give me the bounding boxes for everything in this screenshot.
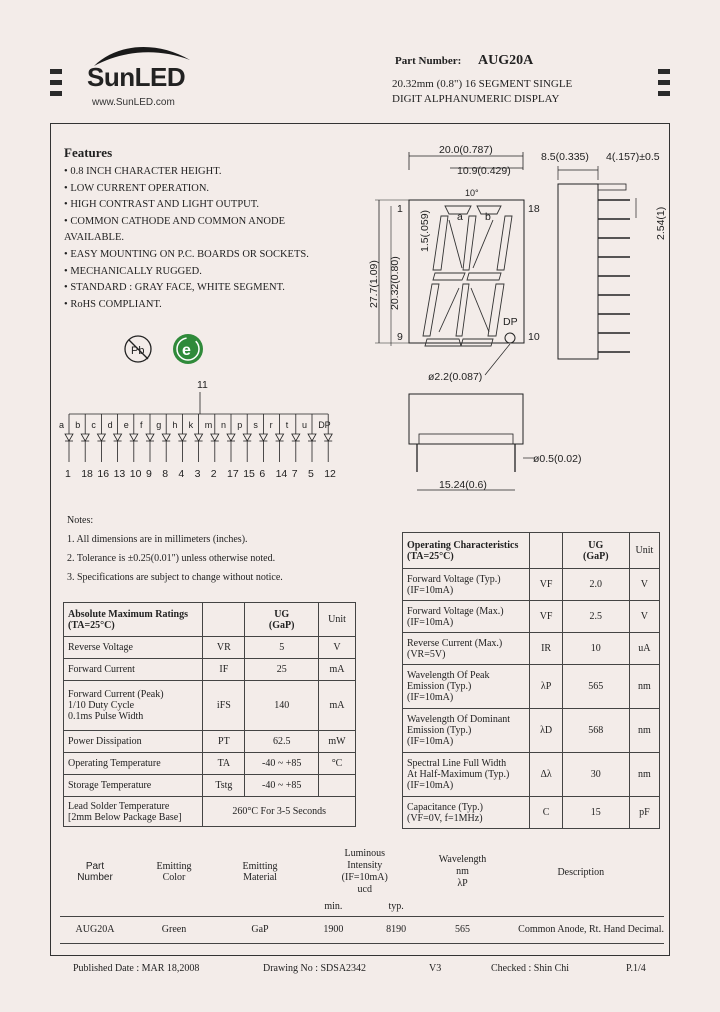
circuit-seg-label: f (140, 420, 143, 430)
op-char-param: Forward Voltage (Typ.) (IF=10mA) (403, 569, 530, 601)
abs-max-row (64, 731, 356, 753)
abs-max-val: 25 (245, 659, 319, 681)
abs-max-row (64, 681, 356, 731)
abs-max-row (64, 659, 356, 681)
footer-drawing: Drawing No : SDSA2342 (263, 963, 367, 974)
op-char-sym: Δλ (530, 753, 562, 797)
diode-icon (243, 434, 251, 441)
op-char-param: Forward Voltage (Max.) (IF=10mA) (403, 601, 530, 633)
pin1-label: 1 (397, 203, 403, 215)
char-height-dim: 20.32(0.80) (389, 256, 401, 310)
feature-item: • EASY MOUNTING ON P.C. BOARDS OR SOCKETS. (64, 248, 309, 260)
footer-checked: Checked : Shin Chi (491, 963, 570, 974)
op-char-unit: V (629, 601, 659, 633)
diode-icon (146, 434, 154, 441)
op-char-row (403, 797, 660, 829)
circuit-diagram (52, 378, 362, 483)
abs-max-sym: iFS (203, 681, 245, 731)
op-char-val: 2.0 (562, 569, 629, 601)
abs-max-param: Storage Temperature (64, 775, 203, 797)
op-char-row (403, 633, 660, 665)
pin9-label: 9 (397, 331, 403, 343)
dot-dim: ø2.2(0.087) (428, 371, 483, 383)
diode-icon (130, 434, 138, 441)
op-char-sym: IR (530, 633, 562, 665)
abs-max-sym: Tstg (203, 775, 245, 797)
solder-val: 260°C For 3-5 Seconds (203, 797, 356, 827)
circuit-seg-label: a (59, 420, 65, 430)
features-title: Features (64, 145, 113, 160)
footer-page: P.1/4 (626, 963, 646, 974)
dim-15: 1.5(.059) (419, 209, 431, 252)
part-number-label: Part Number: (395, 55, 462, 67)
feature-item: • LOW CURRENT OPERATION. (64, 182, 210, 194)
product-description: 20.32mm (0.8") 16 SEGMENT SINGLE DIGIT ALPHANUMERIC DISPLAY (392, 78, 573, 105)
abs-max-val: 62.5 (245, 731, 319, 753)
circuit-pin-label: 12 (324, 468, 336, 480)
circuit-pin-label: 4 (178, 468, 185, 480)
diode-icon (162, 434, 170, 441)
diode-icon (114, 434, 122, 441)
op-char-val: 2.5 (562, 601, 629, 633)
abs-max-val: -40 ~ +85 (245, 775, 319, 797)
dp-label: DP (503, 316, 518, 328)
op-char-unit: uA (629, 633, 659, 665)
circuit-pin-label: 5 (308, 468, 314, 480)
circuit-seg-label: t (285, 420, 289, 430)
op-char-val: 15 (562, 797, 629, 829)
diode-icon (81, 434, 89, 441)
feature-item-cont: AVAILABLE. (64, 232, 124, 244)
op-char-unit: pF (629, 797, 659, 829)
op-char-row (403, 665, 660, 709)
op-char-param: Wavelength Of Dominant Emission (Typ.) (IF=10mA) (403, 709, 530, 753)
diode-icon (259, 434, 267, 441)
pin-dia-dim: ø0.5(0.02) (533, 453, 582, 465)
op-char-unit: nm (629, 753, 659, 797)
side-view-drawing (540, 140, 670, 365)
segment-outline (423, 206, 512, 346)
op-char-row (403, 569, 660, 601)
diode-icon (65, 434, 73, 441)
circuit-pin-label: 16 (97, 468, 110, 480)
svg-text:Pb: Pb (131, 345, 145, 357)
abs-max-sym: PT (203, 731, 245, 753)
abs-max-row (64, 753, 356, 775)
common-pin-label: 11 (197, 379, 208, 391)
abs-max-param: Reverse Voltage (64, 637, 203, 659)
header-bars-left (50, 69, 62, 102)
diode-icon (195, 434, 203, 441)
circuit-seg-label: d (107, 420, 113, 430)
feature-item: • MECHANICALLY RUGGED. (64, 265, 202, 277)
abs-max-row (64, 775, 356, 797)
abs-max-row (64, 637, 356, 659)
circuit-seg-label: s (253, 420, 258, 430)
side-dim2: 4(.157)±0.5 (606, 151, 660, 163)
circuit-seg-label: b (75, 420, 81, 430)
side-dim1: 8.5(0.335) (541, 151, 589, 163)
unit-header: Unit (319, 603, 356, 637)
part-table: Part Number Emitting Color Emitting Material Luminous Intensity (IF=10mA) ucd Wavelength nm λP Description min. typ. AUG20A Green GaP 1900 8190 565 Common Anode, Rt. Hand Decimal. (60, 846, 664, 942)
abs-max-val: 140 (245, 681, 319, 731)
abs-max-table: Absolute Maximum Ratings (TA=25°C) UG (GaP) Unit Reverse Voltage VR 5 V Forward Current IF 25 mA Forward Current (Peak) 1/10 Duty Cycle 0.1ms Pulse Width iFS 140 mA Power Dissipation PT 62.5 mW Operating Temperature TA -40 ~ +85 °C Storage Temperature Tstg -40 ~ +85 Lead Solder Temperature [2mm Below Package Base] 260°C For 3-5 Seconds (63, 602, 356, 827)
abs-max-val: 5 (245, 637, 319, 659)
pin18-label: 18 (528, 203, 540, 215)
circuit-seg-label: h (172, 420, 178, 430)
notes: Notes: 1. All dimensions are in millimeters (inches). 2. Tolerance is ±0.25(0.01") unless otherwise noted. 3. Specifications are subject to change without notice. (67, 515, 283, 583)
seg-a-label: a (457, 211, 463, 223)
angle-dim: 10° (465, 188, 479, 198)
diode-icon (178, 434, 186, 441)
circuit-seg-label: p (237, 420, 243, 430)
part-row-part: AUG20A (75, 923, 115, 935)
op-char-param: Reverse Current (Max.) (VR=5V) (403, 633, 530, 665)
diode-icon (292, 434, 300, 441)
circuit-seg-label: e (123, 420, 129, 430)
circuit-seg-label: g (156, 420, 162, 430)
solder-param: Lead Solder Temperature [2mm Below Package Base] (64, 797, 203, 827)
diode-icon (97, 434, 105, 441)
e-mark-icon (173, 334, 203, 364)
circuit-pin-label: 9 (146, 468, 152, 480)
row-spacing-dim: 15.24(0.6) (439, 479, 487, 491)
bottom-view-drawing (395, 390, 595, 495)
op-char-row (403, 601, 660, 633)
circuit-pin-label: 13 (113, 468, 126, 480)
width-dim: 20.0(0.787) (439, 144, 493, 156)
op-char-unit: V (629, 569, 659, 601)
circuit-pin-label: 7 (291, 468, 298, 480)
pb-free-icon (125, 336, 151, 362)
diode-icon (324, 434, 332, 441)
abs-max-param: Power Dissipation (64, 731, 203, 753)
abs-max-val: -40 ~ +85 (245, 753, 319, 775)
circuit-pin-label: 1 (65, 468, 71, 480)
pin10-label: 10 (528, 331, 540, 343)
abs-max-unit: mW (319, 731, 356, 753)
circuit-seg-label: u (302, 420, 308, 430)
circuit-pin-label: 17 (227, 468, 239, 480)
circuit-pin-label: 10 (129, 468, 142, 480)
circuit-seg-label: k (188, 420, 194, 430)
circuit-seg-label: DP (318, 420, 331, 430)
circuit-pin-label: 14 (275, 468, 288, 480)
abs-max-unit: °C (319, 753, 356, 775)
part-table-rule (60, 943, 664, 944)
feature-item: • HIGH CONTRAST AND LIGHT OUTPUT. (64, 199, 260, 211)
diode-icon (211, 434, 219, 441)
header-bars-right (658, 69, 670, 102)
op-char-sym: λP (530, 665, 562, 709)
circuit-seg-label: c (91, 420, 96, 430)
circuit-pin-label: 8 (162, 468, 169, 480)
op-char-unit: nm (629, 709, 659, 753)
op-char-unit: nm (629, 665, 659, 709)
op-char-param: Capacitance (Typ.) (VF=0V, f=1MHz) (403, 797, 530, 829)
abs-max-sym: VR (203, 637, 245, 659)
abs-max-unit: V (319, 637, 356, 659)
feature-item: • COMMON CATHODE AND COMMON ANODE (64, 215, 285, 227)
abs-max-unit: mA (319, 659, 356, 681)
op-char-val: 568 (562, 709, 629, 753)
op-char-val: 565 (562, 665, 629, 709)
op-char-sym: C (530, 797, 562, 829)
compliance-logos (122, 332, 222, 368)
svg-text:e: e (182, 342, 191, 359)
op-char-param: Spectral Line Full Width At Half-Maximum (Typ.) (IF=10mA) (403, 753, 530, 797)
op-char-sym: VF (530, 569, 562, 601)
op-char-param: Wavelength Of Peak Emission (Typ.) (IF=10mA) (403, 665, 530, 709)
op-char-table: Operating Characteristics (TA=25°C) UG (GaP) Unit Forward Voltage (Typ.) (IF=10mA) VF 2.0 V Forward Voltage (Max.) (IF=10mA) VF 2.5 V Reverse Current (Max.) (VR=5V) IR 10 uA Wavelength Of Peak Emission (Typ.) (IF=10mA) λP 565 nm Wavelength Of Dominant Emission (Typ.) (IF=10mA) λD 568 nm Spectral Line Full Width At Half-Maximum (Typ.) (IF=10mA) Δλ 30 nm Capacitance (Typ.) (VF=0V, f=1MHz) C 15 pF (402, 532, 660, 829)
height-dim: 27.7(1.09) (368, 260, 380, 308)
brand-logo: SunLED (87, 62, 186, 92)
circuit-pin-label: 18 (81, 468, 93, 480)
circuit-pin-label: 6 (259, 468, 266, 480)
feature-item: • STANDARD : GRAY FACE, WHITE SEGMENT. (64, 282, 285, 294)
width2-dim: 10.9(0.429) (457, 165, 511, 177)
op-char-sym: VF (530, 601, 562, 633)
diode-icon (276, 434, 284, 441)
features-list (64, 164, 334, 313)
op-char-row (403, 709, 660, 753)
op-char-sym: λD (530, 709, 562, 753)
circuit-seg-label: n (221, 420, 227, 430)
website-url: www.SunLED.com (92, 97, 175, 108)
abs-max-sym: TA (203, 753, 245, 775)
abs-max-param: Forward Current (Peak) 1/10 Duty Cycle 0.1ms Pulse Width (64, 681, 203, 731)
circuit-pin-label: 3 (194, 468, 201, 480)
seg-b-label: b (485, 211, 491, 223)
part-number: AUG20A (478, 53, 534, 68)
abs-max-param: Forward Current (64, 659, 203, 681)
abs-max-sym: IF (203, 659, 245, 681)
abs-max-unit: mA (319, 681, 356, 731)
diode-icon (308, 434, 316, 441)
abs-max-param: Operating Temperature (64, 753, 203, 775)
footer-published: Published Date : MAR 18,2008 (73, 963, 200, 974)
footer-version: V3 (429, 963, 442, 974)
circuit-pin-label: 15 (243, 468, 255, 480)
feature-item: • 0.8 INCH CHARACTER HEIGHT. (64, 166, 222, 177)
op-char-val: 10 (562, 633, 629, 665)
diode-icon (227, 434, 235, 441)
pitch-dim: 2.54(1) (655, 206, 667, 240)
op-char-row (403, 753, 660, 797)
abs-max-unit (319, 775, 356, 797)
circuit-seg-label: m (204, 420, 213, 430)
circuit-seg-label: r (269, 420, 273, 430)
circuit-pin-label: 2 (210, 468, 217, 480)
op-char-val: 30 (562, 753, 629, 797)
feature-item: • RoHS COMPLIANT. (64, 298, 162, 310)
